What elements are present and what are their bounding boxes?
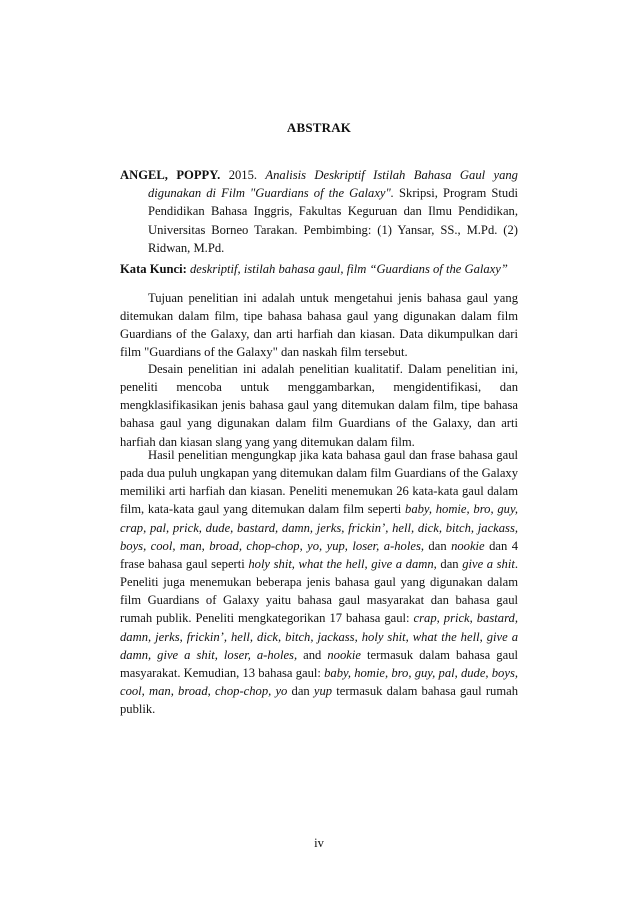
paragraph-purpose: Tujuan penelitian ini adalah untuk mengetahui jenis bahasa gaul yang ditemukan dalam film, tipe bahasa bahasa gaul yang digunakan dalam film Guardians of the Galaxy, dan arti harfiah dan kiasan. Data dikumpulkan dari film "Guardians of the Galaxy" dan naskah film tersebut. [120,291,518,360]
bibliographic-reference [120,166,518,257]
reference-title: Analisis Deskriptif Istilah Bahasa Gaul yang digunakan di Film "Guardians of the Galaxy". [148,168,518,201]
results-text: and [297,647,328,662]
results-text: termasuk dalam bahasa gaul rumah publik. [120,684,519,717]
paragraph-results [120,446,518,718]
results-text: termasuk dalam bahasa gaul masyarakat. Kemudian, 13 bahasa gaul: [120,647,518,680]
reference-year: 2015. [220,168,266,182]
results-slang-phrases: holy shit, what the hell, give a damn, [248,556,437,571]
keywords-label: Kata Kunci: [120,262,187,276]
reference-details: Skripsi, Program Studi Pendidikan Bahasa Inggris, Fakultas Keguruan dan Ilmu Pendidikan, Universitas Borneo Tarakan. Pembimbing: (1) Yansar, SS., M.Pd. (2) Ridwan, M.Pd. [148,186,518,255]
paragraph-design: Desain penelitian ini adalah penelitian kualitatif. Dalam penelitian ini, peneliti mencoba untuk menggambarkan, mengidentifikasi, dan mengklasifikasikan jenis bahasa gaul yang ditemukan dalam film, tipe bahasa bahasa gaul yang digunakan dalam film Guardians of the Galaxy, dan arti harfiah dan kiasan slang yang yang ditemukan dalam film. [120,362,518,449]
abstract-title: ABSTRAK [286,120,352,135]
results-slang-words: baby, homie, bro, guy, crap, pal, prick, dude, bastard, damn, jerks, frickin’, hell, dick, bitch, jackass, boys, cool, man, broad, chop-chop, yo, yup, loser, a-holes, [120,502,518,553]
keywords-line [120,260,520,278]
results-text: dan 4 frase bahasa gaul seperti [120,538,518,571]
results-slang-word: nookie [451,538,485,553]
results-text: . Peneliti juga menemukan beberapa jenis bahasa gaul yang digunakan dalam film Guardians of Galaxy yaitu bahasa gaul masyarakat dan bahasa gaul rumah publik. Peneliti mengkategorikan 17 bahasa gaul: [120,556,519,626]
results-slang-phrase: give a shit [462,556,515,571]
results-public-house-slang: baby, homie, bro, guy, pal, dude, boys, cool, man, broad, chop-chop, yo [120,665,518,699]
results-slang-word: yup [313,684,333,699]
results-slang-word: nookie [327,647,361,662]
results-society-slang: crap, prick, bastard, damn, jerks, frickin’, hell, dick, bitch, jackass, holy shit, what the hell, give a damn, give a shit, loser, a-holes, [120,611,518,662]
results-text: dan [424,538,452,553]
reference-author: ANGEL, POPPY. [120,168,221,182]
page-number: iv [314,836,324,850]
results-text: dan [287,684,314,699]
results-text: Hasil penelitian mengungkap jika kata bahasa gaul dan frase bahasa gaul pada dua puluh ungkapan yang ditemukan dalam film Guardians of the Galaxy memiliki arti harfiah dan kiasan. Peneliti menemukan 26 kata-kata gaul dalam film, kata-kata gaul yang ditemukan dalam film seperti [120,448,518,517]
results-text: dan [436,556,463,571]
keywords-value: deskriptif, istilah bahasa gaul, film “Guardians of the Galaxy” [186,262,508,276]
